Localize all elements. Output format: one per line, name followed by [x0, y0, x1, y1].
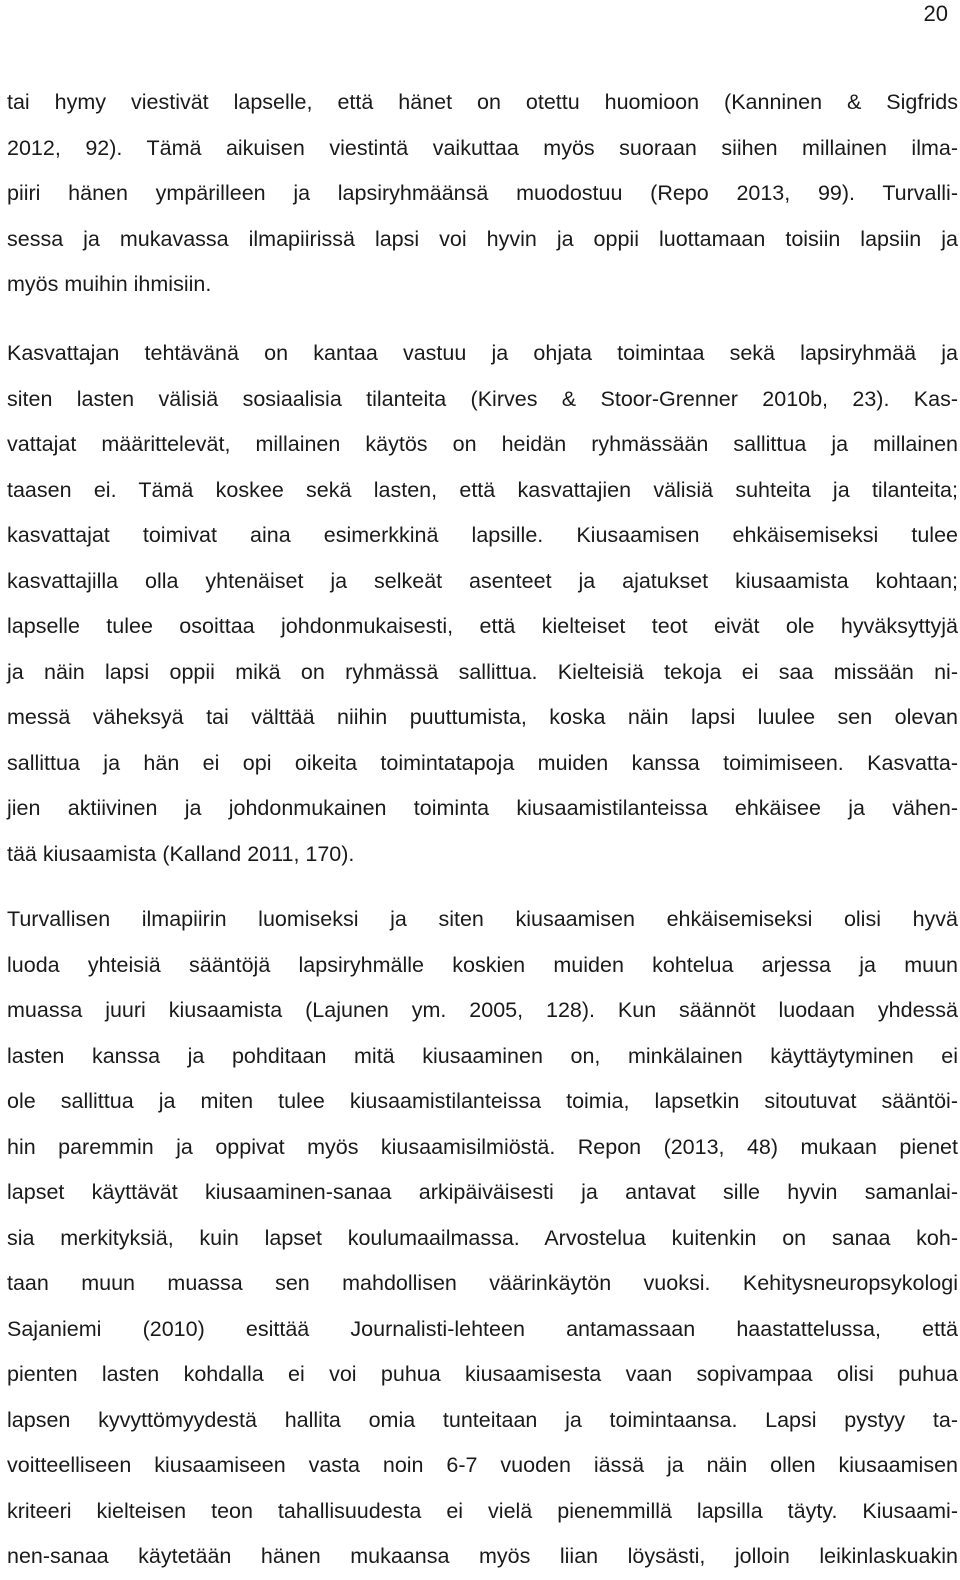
text-line: Kasvattajan tehtävänä on kantaa vastuu ja ohjata toimintaa sekä lapsiryhmää ja: [7, 341, 958, 365]
text-line: nen-sanaa käytetään hänen mukaansa myös liian löysästi, jolloin leikinlaskuakin: [7, 1544, 958, 1568]
text-line: lapset käyttävät kiusaaminen-sanaa arkipäiväisesti ja antavat sille hyvin samanlai-: [7, 1180, 958, 1204]
text-line: taan muun muassa sen mahdollisen väärinkäytön vuoksi. Kehitysneuropsykologi: [7, 1271, 958, 1295]
text-line: muassa juuri kiusaamista (Lajunen ym. 2005, 128). Kun säännöt luodaan yhdessä: [7, 998, 958, 1022]
paragraph-1: [7, 80, 958, 308]
paragraph-2: [7, 331, 958, 877]
text-line: kasvattajat toimivat aina esimerkkinä lapsille. Kiusaamisen ehkäisemiseksi tulee: [7, 523, 958, 547]
text-line: Turvallisen ilmapiirin luomiseksi ja siten kiusaamisen ehkäisemiseksi olisi hyvä: [7, 907, 958, 931]
text-line: taasen ei. Tämä koskee sekä lasten, että kasvattajien välisiä suhteita ja tilanteita;: [7, 477, 958, 502]
paragraph-3: [7, 897, 958, 1580]
text-line: lasten kanssa ja pohditaan mitä kiusaaminen on, minkälainen käyttäytyminen ei: [7, 1043, 958, 1068]
text-line: messä väheksyä tai välttää niihin puuttumista, koska näin lapsi luulee sen olevan: [7, 705, 958, 729]
text-line: vattajat määrittelevät, millainen käytös on heidän ryhmässään sallittua ja millainen: [7, 432, 958, 456]
page-number: 20: [923, 1, 948, 26]
text-line: ole sallittua ja miten tulee kiusaamistilanteissa toimia, lapsetkin sitoutuvat sääntöi-: [7, 1089, 958, 1113]
text-line: lapsen kyvyttömyydestä hallita omia tunteitaan ja toimintaansa. Lapsi pystyy ta-: [7, 1407, 958, 1432]
text-line: 2012, 92). Tämä aikuisen viestintä vaikuttaa myös suoraan siihen millainen ilma-: [7, 135, 958, 160]
text-line: luoda yhteisiä sääntöjä lapsiryhmälle koskien muiden kohtelua arjessa ja muun: [7, 952, 958, 977]
text-line: pienten lasten kohdalla ei voi puhua kiusaamisesta vaan sopivampaa olisi puhua: [7, 1362, 958, 1386]
text-line: sia merkityksiä, kuin lapset koulumaailmassa. Arvostelua kuitenkin on sanaa koh-: [7, 1225, 958, 1250]
text-line: ja näin lapsi oppii mikä on ryhmässä sallittua. Kielteisiä tekoja ei saa missään ni-: [7, 659, 958, 684]
text-line: lapselle tulee osoittaa johdonmukaisesti, että kielteiset teot eivät ole hyväksyttyjä: [7, 614, 958, 638]
text-line: kriteeri kielteisen teon tahallisuudesta ei vielä pienemmillä lapsilla täyty. Kiusaami-: [7, 1498, 958, 1523]
text-line: hin paremmin ja oppivat myös kiusaamisilmiöstä. Repon (2013, 48) mukaan pienet: [7, 1134, 958, 1159]
text-line: piiri hänen ympärilleen ja lapsiryhmäänsä muodostuu (Repo 2013, 99). Turvalli-: [7, 181, 958, 205]
text-line: myös muihin ihmisiin.: [7, 272, 212, 296]
text-line: siten lasten välisiä sosiaalisia tilanteita (Kirves & Stoor-Grenner 2010b, 23). Kas-: [7, 386, 958, 411]
text-line: tai hymy viestivät lapselle, että hänet on otettu huomioon (Kanninen & Sigfrids: [7, 90, 958, 114]
text-line: Sajaniemi (2010) esittää Journalisti-lehteen antamassaan haastattelussa, että: [7, 1316, 958, 1341]
text-line: jien aktiivinen ja johdonmukainen toiminta kiusaamistilanteissa ehkäisee ja vähen-: [7, 796, 958, 820]
text-line: kasvattajilla olla yhtenäiset ja selkeät asenteet ja ajatukset kiusaamista kohtaan;: [7, 568, 958, 593]
text-line: voitteelliseen kiusaamiseen vasta noin 6-7 vuoden iässä ja näin ollen kiusaamisen: [7, 1453, 958, 1477]
text-line: tää kiusaamista (Kalland 2011, 170).: [7, 841, 355, 866]
text-line: sessa ja mukavassa ilmapiirissä lapsi voi hyvin ja oppii luottamaan toisiin lapsiin ja: [7, 226, 958, 251]
text-line: sallittua ja hän ei opi oikeita toimintatapoja muiden kanssa toimimiseen. Kasvatta-: [7, 750, 958, 775]
